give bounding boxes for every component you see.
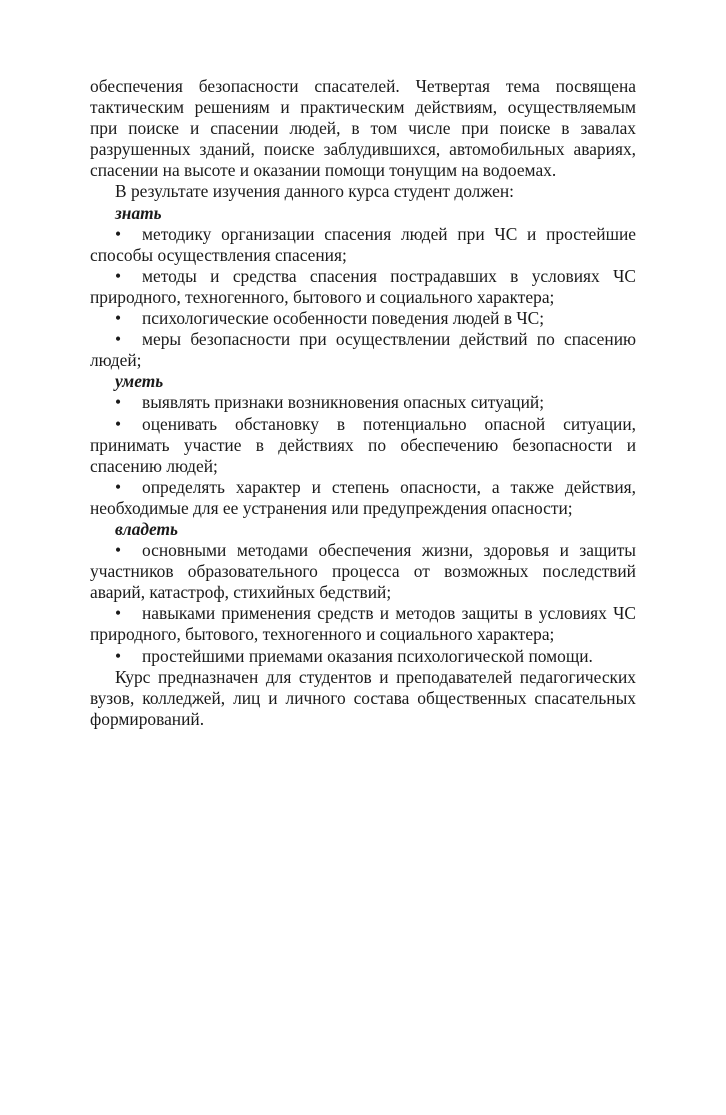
bullet-marker: •	[115, 476, 122, 497]
list-item-text: меры безопасности при осуществлении действий по спасению людей;	[90, 329, 636, 371]
list-item-text: методику организации спасения людей при ЧС и простейшие способы осуществления спасения;	[90, 223, 636, 265]
list-item-text: выявлять признаки возникновения опасных ситуаций;	[142, 392, 545, 413]
list-item-text: определять характер и степень опасности, а также действия, необходимые для ее устранения или предупреждения опасности;	[90, 476, 636, 518]
can-item-3	[90, 477, 636, 519]
body-text	[90, 76, 636, 730]
bullet-marker: •	[115, 329, 122, 350]
master-item-3	[90, 646, 636, 667]
bullet-marker: •	[115, 223, 122, 244]
can-item-2	[90, 414, 636, 477]
know-item-1	[90, 224, 636, 266]
list-item-text: психологические особенности поведения людей в ЧС;	[142, 308, 545, 329]
result-sentence: В результате изучения данного курса студент должен:	[115, 181, 514, 202]
list-item-text: основными методами обеспечения жизни, здоровья и защиты участников образовательного процесса от возможных последствий аварий, катастроф, стихийных бедствий;	[90, 540, 636, 603]
know-heading: знать	[115, 202, 162, 223]
bullet-marker: •	[115, 603, 122, 624]
bullet-marker: •	[115, 645, 122, 666]
master-item-2	[90, 603, 636, 645]
intro-paragraph: обеспечения безопасности спасателей. Четвертая тема посвящена тактическим решениям и практическим действиям, осуществляемым при поиске и спасении людей, в том числе при поиске в завалах разрушенных зданий, поиске заблудившихся, автомобильных авариях, спасении на высоте и оказании помощи тонущим на водоемах.	[90, 76, 636, 181]
master-item-1	[90, 540, 636, 603]
master-heading: владеть	[115, 518, 178, 539]
list-item-text: простейшими приемами оказания психологической помощи.	[142, 645, 593, 666]
bullet-marker: •	[115, 392, 122, 413]
can-heading: уметь	[115, 371, 164, 392]
list-item-text: оценивать обстановку в потенциально опасной ситуации, принимать участие в действиях по обеспечению безопасности и спасению людей;	[90, 413, 636, 476]
know-item-3	[90, 308, 636, 329]
closing-paragraph: Курс предназначен для студентов и преподавателей педагогических вузов, колледжей, лиц и личного состава общественных спасательных формирований.	[90, 666, 636, 729]
know-item-4	[90, 329, 636, 371]
list-item-text: навыками применения средств и методов защиты в условиях ЧС природного, бытового, техногенного и социального характера;	[90, 603, 636, 645]
bullet-marker: •	[115, 540, 122, 561]
bullet-marker: •	[115, 265, 122, 286]
bullet-marker: •	[115, 308, 122, 329]
list-item-text: методы и средства спасения пострадавших в условиях ЧС природного, техногенного, бытового и социального характера;	[90, 265, 636, 307]
bullet-marker: •	[115, 413, 122, 434]
can-item-1	[90, 392, 636, 413]
know-item-2	[90, 266, 636, 308]
